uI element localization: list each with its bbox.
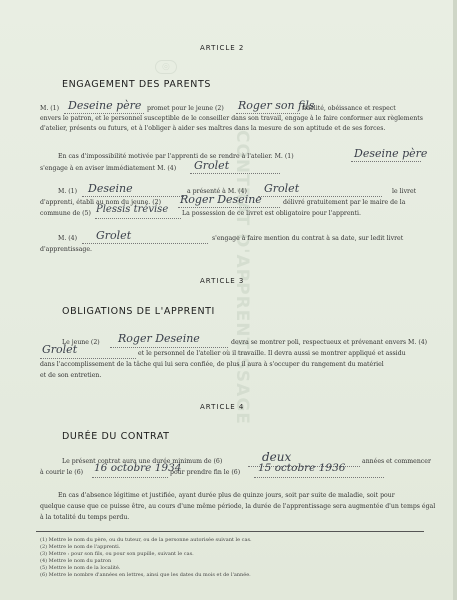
article3-title: OBLIGATIONS DE L'APPRENTI (62, 306, 215, 317)
dotted-line (64, 113, 144, 114)
a4-l2a: à courir le (6) (40, 469, 84, 476)
handwritten-patron-2: Grolet (264, 182, 300, 195)
a4-p2l2: quelque cause que ce puisse être, au cours d'une même période, la durée de l'apprentissage sera augmentée d'un temps égal (40, 503, 436, 510)
a2p3-m1: M. (1) (58, 188, 78, 195)
a4-l2b: pour prendre fin le (6) (170, 469, 241, 476)
watermark-seal: ◎ (155, 60, 177, 74)
footnote-rule (36, 531, 424, 532)
handwritten-parent-name: Deseine père (68, 99, 142, 112)
a3-l1b: devra se montrer poli, respectueux et prévenant envers M. (4) (231, 339, 428, 346)
dotted-line (178, 207, 280, 208)
dotted-line (254, 477, 384, 478)
article4-heading: ARTICLE 4 (200, 403, 245, 411)
handwritten-parent-surname: Deseine (88, 182, 133, 195)
a3-l1a: Le jeune (2) (62, 339, 100, 346)
a2p3-line3b: La possession de ce livret est obligatoire pour l'apprenti. (182, 210, 361, 217)
a2p3-line2a: d'apprenti, établi au nom du jeune. (2) (40, 199, 162, 206)
a2p3-line3a: commune de (5) (40, 210, 91, 217)
a2p4-m: M. (4) (58, 235, 78, 242)
a2p2-line2: s'engage à en aviser immédiatement M. (4) (40, 165, 177, 172)
article3-heading: ARTICLE 3 (200, 277, 245, 285)
a2p3-mid: a présenté à M. (4) (187, 188, 247, 195)
dotted-line (95, 218, 181, 219)
footnote-4: (4) Mettre le nom du patron (40, 558, 112, 564)
a4-p2l3: à la totalité du temps perdu. (40, 514, 130, 521)
handwritten-apprentice-name: Roger Deseine (180, 193, 262, 206)
article2-title: ENGAGEMENT DES PARENTS (62, 79, 212, 90)
a3-l2b: et le personnel de l'atelier où il travaille. Il devra aussi se montrer appliqué et assidu (138, 350, 406, 357)
article4-title: DURÉE DU CONTRAT (62, 431, 170, 442)
dotted-line (258, 196, 382, 197)
dotted-line (110, 347, 228, 348)
handwritten-commune: Plessis trévise (96, 204, 169, 215)
a4-l1a: Le présent contrat aura une durée minimum de (6) (62, 458, 223, 465)
footnote-5: (5) Mettre le nom de la localité. (40, 565, 121, 571)
a2p1-rest: fidélité, obéissance et respect (302, 105, 396, 112)
handwritten-apprentice-3: Roger Deseine (118, 332, 200, 345)
a2p1-mid: promet pour le jeune (2) (147, 105, 224, 112)
article2-heading: ARTICLE 2 (200, 44, 245, 52)
handwritten-duration: deux (262, 450, 292, 464)
a2p4-line2: d'apprentissage. (40, 246, 92, 253)
dotted-line (92, 477, 168, 478)
a3-l3: dans l'accomplissement de la tâche qui lui sera confiée, de plus il aura à s'occuper du rangement du matériel (40, 361, 384, 368)
dotted-line (40, 358, 136, 359)
a2p3-line2b: délivré gratuitement par le maire de la (283, 199, 406, 206)
a4-p2l1: En cas d'absence légitime et justifiée, ayant durée plus de quinze jours, soit par suite de maladie, soit pour (58, 492, 395, 499)
footnote-6: (6) Mettre le nombre d'années en lettres, ainsi que les dates du mois et de l'année. (40, 572, 251, 578)
dotted-line (236, 113, 300, 114)
page-edge (453, 0, 457, 600)
a2p2-line1: En cas d'impossibilité motivée par l'apprenti de se rendre à l'atelier. M. (1) (58, 153, 294, 160)
footnote-3: (3) Mettre : pour son fils, ou pour son pupille, suivant le cas. (40, 551, 194, 557)
dotted-line (82, 243, 208, 244)
a4-l1b: années et commencer (362, 458, 431, 465)
a2p4-rest: s'engage à faire mention du contrat à sa date, sur ledit livret (212, 235, 404, 242)
handwritten-patron-3: Grolet (96, 229, 132, 242)
a3-l4: et de son entretien. (40, 372, 102, 379)
dotted-line (190, 173, 280, 174)
handwritten-patron-4: Grolet (42, 343, 78, 356)
handwritten-patron: Grolet (194, 159, 230, 172)
handwritten-end-date: 15 octobre 1936 (258, 462, 346, 474)
dotted-line (351, 161, 421, 162)
watermark-contract-title: CONTRAT D'APPRENTISSAGE (232, 130, 252, 425)
a2p1-line2: envers le patron, et le personnel susceptible de le conseiller dans son travail, engage à le faire conformer aux règlements (40, 115, 423, 122)
handwritten-start-date: 16 octobre 1934 (94, 462, 182, 474)
a2p1-prefix: M. (1) (40, 105, 60, 112)
handwritten-parent-name-2: Deseine père (354, 147, 428, 160)
a2p1-line3: d'atelier, présents ou futurs, et à l'obliger à aider ses maîtres dans la mesure de son aptitude et de ses forces. (40, 125, 386, 132)
handwritten-apprentice: Roger son fils (238, 99, 315, 112)
dotted-line (82, 196, 184, 197)
a2p3-end: le livret (392, 188, 417, 195)
footnote-1: (1) Mettre le nom du père, ou du tuteur, ou de la personne autorisée suivant le cas. (40, 537, 252, 543)
footnote-2: (2) Mettre le nom de l'apprenti. (40, 544, 121, 550)
